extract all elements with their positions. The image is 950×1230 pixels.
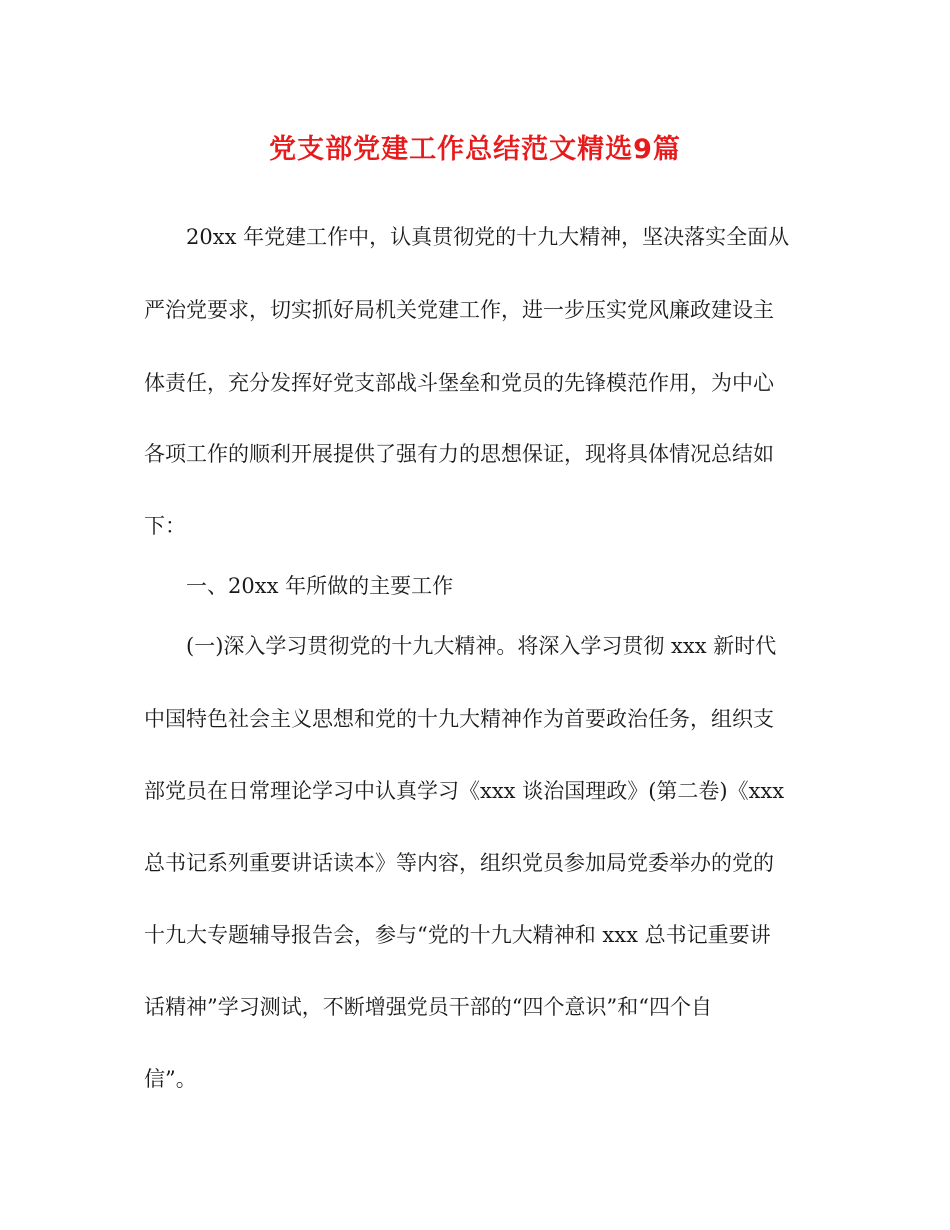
paragraph-3-line-5: 十九大专题辅导报告会，参与“党的十九大精神和 xxx 总书记重要讲	[144, 923, 771, 947]
paragraph-3-line-6: 话精神”学习测试，不断增强党员干部的“四个意识”和“四个自	[144, 995, 712, 1019]
paragraph-1-line-5: 下：	[144, 514, 186, 538]
paragraph-3-line-2: 中国特色社会主义思想和党的十九大精神作为首要政治任务，组织支	[144, 707, 774, 731]
paragraph-1-line-1: 20xx 年党建工作中，认真贯彻党的十九大精神，坚决落实全面从	[186, 225, 790, 249]
paragraph-1-line-2: 严治党要求，切实抓好局机关党建工作，进一步压实党风廉政建设主	[144, 298, 774, 322]
section-heading-1: 一、20xx 年所做的主要工作	[186, 574, 454, 598]
paragraph-3-line-1: (一)深入学习贯彻党的十九大精神。将深入学习贯彻 xxx 新时代	[186, 634, 777, 658]
paragraph-3-line-7: 信”。	[144, 1067, 197, 1091]
document-title: 党支部党建工作总结范文精选9篇	[269, 134, 681, 165]
paragraph-1-line-4: 各项工作的顺利开展提供了强有力的思想保证，现将具体情况总结如	[144, 442, 774, 466]
paragraph-3-line-3: 部党员在日常理论学习中认真学习《xxx 谈治国理政》(第二卷)《xxx	[144, 779, 785, 803]
paragraph-3-line-4: 总书记系列重要讲话读本》等内容，组织党员参加局党委举办的党的	[144, 851, 774, 875]
paragraph-1-line-3: 体责任，充分发挥好党支部战斗堡垒和党员的先锋模范作用，为中心	[144, 371, 774, 395]
